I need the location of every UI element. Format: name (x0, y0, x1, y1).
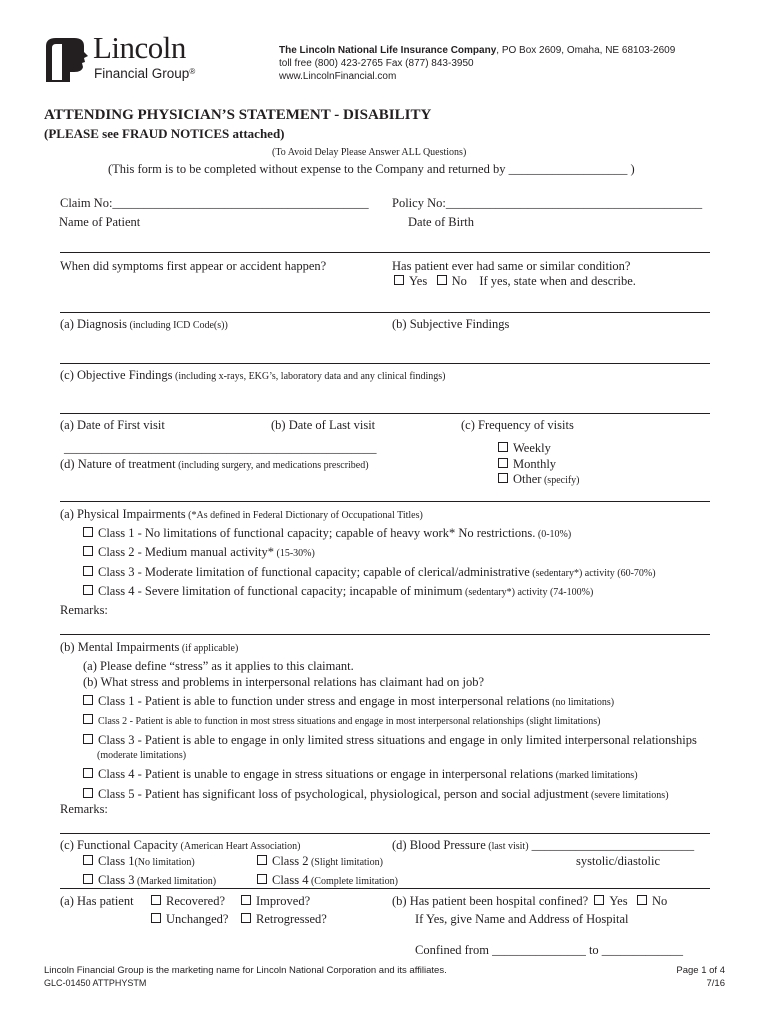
mental-class-2-checkbox[interactable] (83, 714, 93, 724)
visit-date-line[interactable]: __________________________________________________ (64, 441, 377, 455)
recovered-option: Recovered? (151, 894, 225, 909)
treatment-label: (d) Nature of treatment (including surgery, and medications prescribed) (60, 457, 369, 471)
functional-class-2-checkbox[interactable] (257, 855, 267, 865)
avoid-delay-note: (To Avoid Delay Please Answer ALL Questions) (272, 147, 467, 158)
footer-form-code: GLC-01450 ATTPHYSTM (44, 978, 147, 988)
policy-no-field[interactable]: Policy No:_________________________________________ (392, 196, 703, 210)
hospital-no-checkbox[interactable] (637, 895, 647, 905)
functional-class-3: Class 3 (Marked limitation) (83, 873, 216, 888)
first-visit-label: (a) Date of First visit (60, 418, 165, 432)
objective-line[interactable] (60, 413, 710, 414)
symptoms-question: When did symptoms first appear or accident happen? (60, 259, 327, 273)
physical-class-2-checkbox[interactable] (83, 546, 93, 556)
weekly-option: Weekly (498, 441, 551, 456)
treatment-line[interactable] (60, 501, 710, 502)
mental-class-5-checkbox[interactable] (83, 788, 93, 798)
physical-class-4: Class 4 - Severe limitation of functional capacity; incapable of minimum (sedentary*) activity (74-100%) (83, 584, 593, 599)
functional-line (60, 888, 710, 889)
frequency-label: (c) Frequency of visits (461, 418, 574, 432)
physical-class-1-checkbox[interactable] (83, 527, 93, 537)
unchanged-checkbox[interactable] (151, 913, 161, 923)
company-phone: toll free (800) 423-2765 Fax (877) 843-3950 (279, 58, 474, 69)
physical-remarks-line[interactable] (60, 634, 710, 635)
mental-class-3-checkbox[interactable] (83, 734, 93, 744)
functional-class-1-checkbox[interactable] (83, 855, 93, 865)
weekly-checkbox[interactable] (498, 442, 508, 452)
physical-class-1: Class 1 - No limitations of functional capacity; capable of heavy work* No restrictions. (0-10%) (83, 526, 571, 541)
monthly-checkbox[interactable] (498, 458, 508, 468)
physical-class-3: Class 3 - Moderate limitation of functional capacity; capable of clerical/administrative (sedentary*) activity (60-70%) (83, 565, 656, 580)
mental-question-a: (a) Please define “stress” as it applies to this claimant. (83, 659, 354, 673)
mental-remarks-line[interactable] (60, 833, 710, 834)
mental-impairments-heading: (b) Mental Impairments (if applicable) (60, 640, 239, 654)
functional-class-4: Class 4 (Complete limitation) (257, 873, 398, 888)
confined-from-field[interactable]: Confined from _______________ to _____________ (415, 943, 684, 957)
recovered-checkbox[interactable] (151, 895, 161, 905)
lincoln-head-logo-icon (44, 36, 90, 84)
last-visit-label: (b) Date of Last visit (271, 418, 376, 432)
retrogressed-checkbox[interactable] (241, 913, 251, 923)
diagnosis-label: (a) Diagnosis (including ICD Code(s)) (60, 317, 228, 331)
expense-note: (This form is to be completed without expense to the Company and returned by ___________________ ) (108, 162, 635, 176)
mental-class-5: Class 5 - Patient has significant loss of psychological, physiological, person and social adjustment (severe limitations) (83, 787, 669, 802)
physical-remarks-label: Remarks: (60, 603, 108, 617)
other-option: Other (specify) (498, 472, 580, 487)
mental-class-2: Class 2 - Patient is able to function in most stress situations and engage in most interpersonal relationships (slight limitations) (83, 714, 600, 727)
same-condition-options: Yes No If yes, state when and describe. (394, 274, 636, 289)
functional-class-4-checkbox[interactable] (257, 874, 267, 884)
systolic-diastolic-label: systolic/diastolic (576, 854, 661, 868)
mental-class-3-note: (moderate limitations) (97, 750, 187, 761)
hospital-yes-checkbox[interactable] (594, 895, 604, 905)
objective-findings-label: (c) Objective Findings (including x-rays, EKG’s, laboratory data and any clinical findings) (60, 368, 446, 382)
dob-label: Date of Birth (408, 215, 474, 229)
form-title: ATTENDING PHYSICIAN’S STATEMENT - DISABILITY (44, 107, 432, 123)
functional-class-2: Class 2 (Slight limitation) (257, 854, 383, 869)
mental-class-1-checkbox[interactable] (83, 695, 93, 705)
improved-option: Improved? (241, 894, 310, 909)
footer-page-number: Page 1 of 4 (676, 965, 725, 976)
improved-checkbox[interactable] (241, 895, 251, 905)
logo-subtitle: Financial Group® (94, 66, 196, 81)
patient-name-line[interactable] (60, 252, 710, 253)
company-website[interactable]: www.LincolnFinancial.com (279, 71, 397, 82)
has-patient-label: (a) Has patient (60, 894, 134, 908)
unchanged-option: Unchanged? (151, 912, 228, 927)
physical-class-3-checkbox[interactable] (83, 566, 93, 576)
hospital-confined-question: (b) Has patient been hospital confined? Yes No (392, 894, 668, 908)
physical-impairments-heading: (a) Physical Impairments (*As defined in Federal Dictionary of Occupational Titles) (60, 507, 423, 521)
footer-marketing-note: Lincoln Financial Group is the marketing name for Lincoln National Corporation and its affiliates. (44, 965, 447, 976)
same-condition-question: Has patient ever had same or similar condition? (392, 259, 631, 273)
mental-class-1: Class 1 - Patient is able to function under stress and engage in most interpersonal relations (no limitations) (83, 694, 614, 709)
logo-wordmark: Lincoln (93, 30, 186, 65)
mental-class-4: Class 4 - Patient is unable to engage in stress situations or engage in interpersonal relations (marked limitations) (83, 767, 638, 782)
patient-name-label: Name of Patient (59, 215, 141, 229)
subjective-findings-label: (b) Subjective Findings (392, 317, 510, 331)
retrogressed-option: Retrogressed? (241, 912, 327, 927)
symptoms-line[interactable] (60, 312, 710, 313)
physical-class-2: Class 2 - Medium manual activity* (15-30%) (83, 545, 315, 560)
functional-class-3-checkbox[interactable] (83, 874, 93, 884)
hospital-name-label: If Yes, give Name and Address of Hospital (415, 912, 629, 926)
company-address: The Lincoln National Life Insurance Company, PO Box 2609, Omaha, NE 68103-2609 (279, 45, 676, 56)
claim-no-field[interactable]: Claim No:_________________________________________ (60, 196, 369, 210)
mental-remarks-label: Remarks: (60, 802, 108, 816)
footer-revision-date: 7/16 (706, 978, 725, 989)
form-subtitle: (PLEASE see FRAUD NOTICES attached) (44, 126, 285, 141)
mental-class-3: Class 3 - Patient is able to engage in only limited stress situations and engage in only limited interpersonal relationships (83, 733, 697, 748)
functional-class-1: Class 1(No limitation) (83, 854, 195, 869)
functional-capacity-heading: (c) Functional Capacity (American Heart Association) (60, 838, 301, 852)
same-condition-yes-checkbox[interactable] (394, 275, 404, 285)
other-checkbox[interactable] (498, 473, 508, 483)
physical-class-4-checkbox[interactable] (83, 585, 93, 595)
monthly-option: Monthly (498, 457, 556, 472)
blood-pressure-field[interactable]: (d) Blood Pressure (last visit) __________________________ (392, 838, 695, 852)
mental-class-4-checkbox[interactable] (83, 768, 93, 778)
diagnosis-line[interactable] (60, 363, 710, 364)
same-condition-no-checkbox[interactable] (437, 275, 447, 285)
mental-question-b: (b) What stress and problems in interpersonal relations has claimant had on job? (83, 675, 485, 689)
